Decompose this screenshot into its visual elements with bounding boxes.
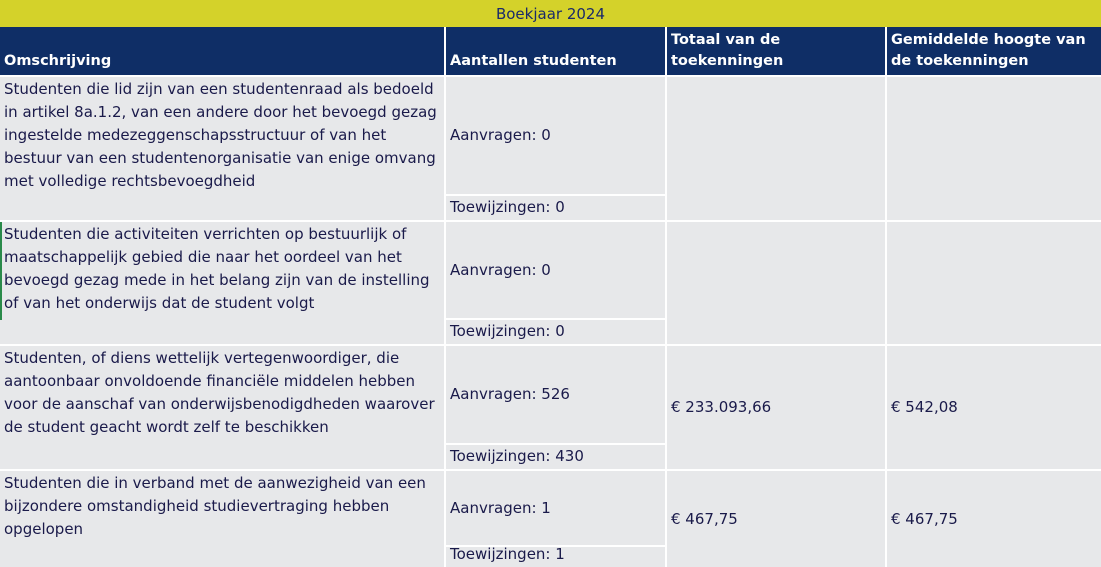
row-4-gemiddelde: € 467,75	[887, 471, 1101, 567]
row-4-totaal: € 467,75	[667, 471, 885, 567]
row-4-aanvragen: Aanvragen: 1	[446, 471, 665, 545]
header-omschrijving	[0, 27, 444, 75]
table-title: Boekjaar 2024	[0, 0, 1101, 27]
row-2-totaal	[667, 222, 885, 344]
row-2-gemiddelde	[887, 222, 1101, 344]
row-3-description: Studenten, of diens wettelijk vertegenwoordiger, die aantoonbaar onvoldoende financiële middelen hebben voor de aanschaf van onderwijsbenodigdheden waarover de student geacht wordt zelf te beschikken	[0, 346, 444, 469]
row-2-aanvragen: Aanvragen: 0	[446, 222, 665, 318]
row-4-description: Studenten die in verband met de aanwezigheid van een bijzondere omstandigheid studievertraging hebben opgelopen	[0, 471, 444, 567]
header-totaal	[667, 27, 885, 75]
row-3-gemiddelde: € 542,08	[887, 346, 1101, 469]
header-aantallen-label: Aantallen studenten	[450, 53, 617, 69]
row-2-toewijzingen: Toewijzingen: 0	[446, 320, 665, 344]
row-marker-line	[0, 222, 2, 320]
row-3-totaal: € 233.093,66	[667, 346, 885, 469]
header-gemiddelde	[887, 27, 1101, 75]
row-3-aanvragen: Aanvragen: 526	[446, 346, 665, 443]
header-totaal-label: Totaal van de toekenningen	[671, 32, 784, 69]
header-gemiddelde-label: Gemiddelde hoogte van de toekenningen	[891, 32, 1086, 69]
row-1-gemiddelde	[887, 77, 1101, 220]
row-1-totaal	[667, 77, 885, 220]
row-1-aanvragen: Aanvragen: 0	[446, 77, 665, 194]
row-2-description: Studenten die activiteiten verrichten op bestuurlijk of maatschappelijk gebied die naar het oordeel van het bevoegd gezag mede in het belang zijn van de instelling of van het onderwijs dat de student volgt	[0, 222, 444, 344]
row-1-toewijzingen: Toewijzingen: 0	[446, 196, 665, 220]
row-1-description: Studenten die lid zijn van een studentenraad als bedoeld in artikel 8a.1.2, van een andere door het bevoegd gezag ingestelde medezeggenschapsstructuur of van het bestuur van een studentenorganisatie van enige omvang met volledige rechtsbevoegdheid	[0, 77, 444, 220]
header-aantallen	[446, 27, 665, 75]
row-4-toewijzingen: Toewijzingen: 1	[446, 547, 665, 567]
header-omschrijving-label: Omschrijving	[4, 53, 112, 69]
row-3-toewijzingen: Toewijzingen: 430	[446, 445, 665, 469]
